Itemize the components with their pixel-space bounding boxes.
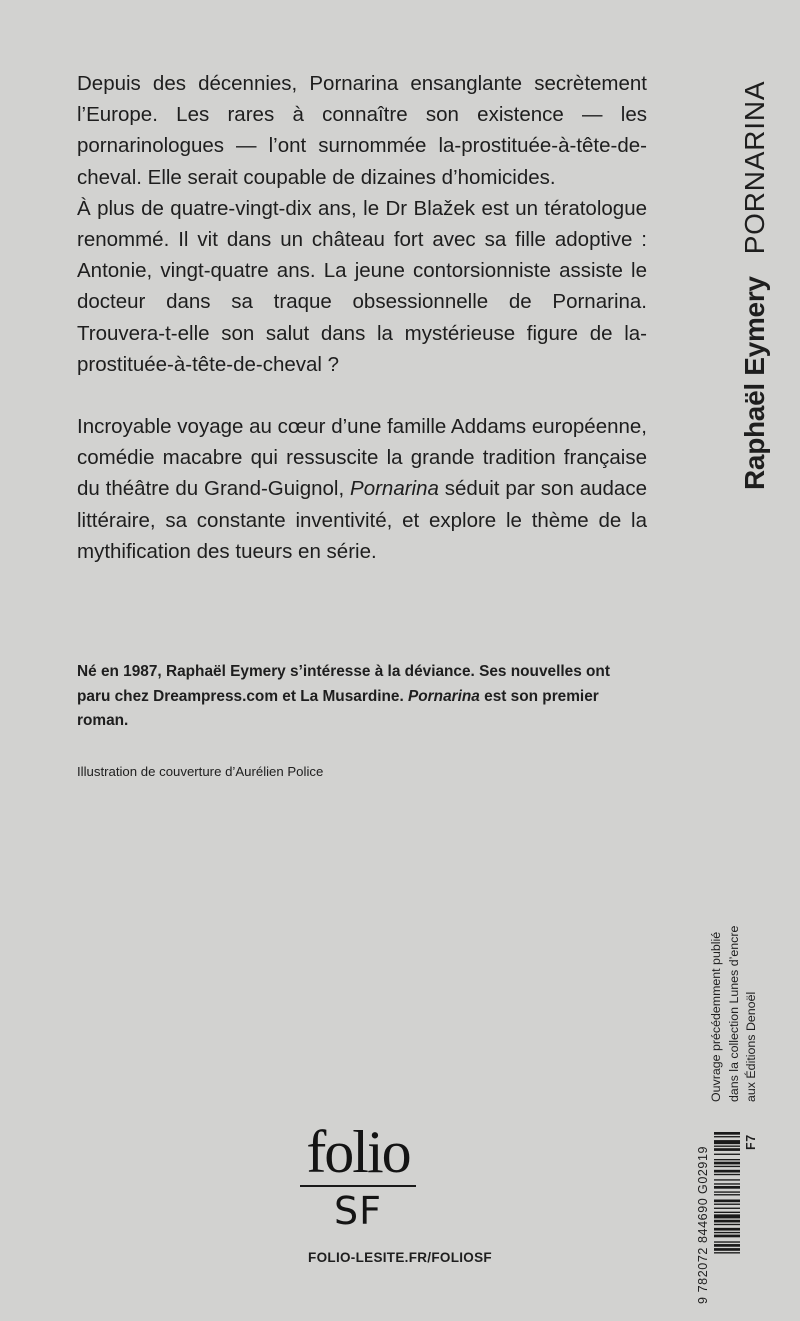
barcode-bar [714, 1162, 740, 1165]
barcode-isbn-digits: 9 782072 844690 [696, 1197, 710, 1304]
blurb-p3-text-start: Incroyable voyage au cœur d’une famille Addams européenne, comédie macabre qui ressuscite la grande tradition française du théâtre du Grand-Guignol, [77, 415, 647, 501]
barcode-bar [714, 1235, 740, 1238]
barcode-bar [714, 1146, 740, 1147]
barcode-bar [714, 1204, 740, 1205]
barcode-bar [714, 1232, 740, 1233]
barcode-bar [714, 1208, 740, 1209]
cover-illustration-credit: Illustration de couverture d’Aurélien Police [77, 764, 324, 779]
barcode-bar [714, 1241, 740, 1242]
barcode-bar [714, 1228, 740, 1231]
barcode-bar [714, 1252, 740, 1253]
bio-book-title: Pornarina [408, 687, 480, 705]
publisher-note-line-1: Ouvrage précédemment publié [709, 931, 723, 1102]
barcode-bar [714, 1154, 740, 1155]
barcode-bar [714, 1148, 740, 1151]
barcode-bar [714, 1132, 740, 1135]
barcode-bar [714, 1220, 740, 1223]
barcode-bar [714, 1140, 740, 1144]
barcode-bar [714, 1136, 740, 1137]
barcode-bar [714, 1248, 740, 1251]
product-code: G02919 [696, 1145, 710, 1194]
barcode-bar [714, 1183, 740, 1184]
barcode-bar [714, 1224, 740, 1225]
bio-text-end: est son premier roman. [77, 687, 599, 730]
blurb-paragraph-3 [77, 411, 647, 567]
barcode-bar [714, 1194, 740, 1195]
spine-book-title: PORNARINA [739, 80, 770, 255]
barcode-block [696, 1124, 766, 1304]
barcode-bar [714, 1212, 740, 1213]
logo-divider [300, 1185, 416, 1187]
blurb-p3-text-end: séduit par son audace littéraire, sa constante inventivité, et explore le thème de la mythification des tueurs en série. [77, 477, 647, 563]
barcode-bar [714, 1200, 740, 1203]
blurb-paragraph-2: À plus de quatre-vingt-dix ans, le Dr Blažek est un tératologue renommé. Il vit dans un château fort avec sa fille adoptive : Antonie, vingt-quatre ans. La jeune contorsionniste assiste le docteur dans sa traque obsessionnelle de Pornarina. Trouvera-t-elle son salut dans la mystérieuse figure de la-prostituée-à-tête-de-cheval ? [77, 196, 647, 376]
spine-author: Raphaël Eymery [739, 276, 770, 490]
barcode-bar [714, 1186, 740, 1189]
barcode-bar [714, 1191, 740, 1192]
barcode-bar [714, 1179, 740, 1180]
publisher-note-line-2: dans la collection Lunes d’encre [726, 925, 741, 1102]
paragraph-gap [77, 380, 647, 411]
spine-title-block [739, 81, 771, 490]
logo-folio-wordmark: folio [306, 1119, 410, 1185]
back-cover-blurb [77, 68, 647, 567]
barcode-bar [714, 1159, 740, 1160]
publisher-note [708, 926, 761, 1102]
logo-sf-wordmark: SF [334, 1189, 382, 1233]
price-code: F7 [744, 1134, 758, 1150]
blurb-p3-book-title: Pornarina [350, 477, 439, 501]
barcode-bar [714, 1244, 740, 1247]
author-bio [77, 660, 647, 734]
blurb-paragraph-1: Depuis des décennies, Pornarina ensanglante secrètement l’Europe. Les rares à connaître son existence — les pornarinologues — l’ont surnommée la-prostituée-à-tête-de-cheval. Elle serait coupable de dizaines d’homicides. [77, 72, 647, 189]
barcode-bar [714, 1166, 740, 1167]
barcode-bar [714, 1170, 740, 1173]
publisher-website: FOLIO-LESITE.FR/FOLIOSF [308, 1250, 492, 1265]
barcode-bar [714, 1214, 740, 1218]
bio-text-start: Né en 1987, Raphaël Eymery s’intéresse à la déviance. Ses nouvelles ont paru chez Dreampress.com et La Musardine. [77, 663, 610, 705]
folio-sf-logo [296, 1119, 420, 1233]
publisher-note-line-3: aux Éditions Denoël [744, 991, 758, 1102]
barcode-bar [714, 1174, 740, 1175]
